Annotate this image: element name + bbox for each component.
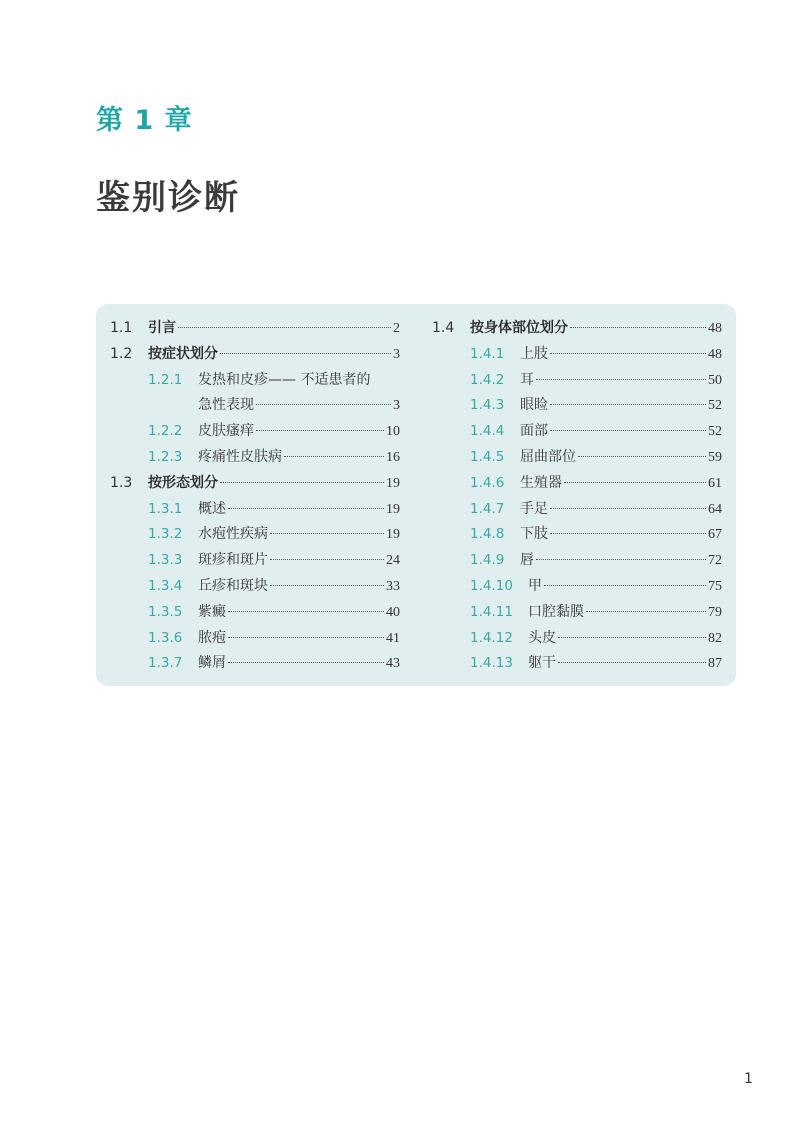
toc-entry-number: 1.2.1 bbox=[148, 371, 183, 388]
toc-entry[interactable] bbox=[432, 651, 722, 677]
toc-leader-dots bbox=[586, 611, 706, 612]
toc-entry-title: 疼痛性皮肤病 bbox=[198, 448, 282, 465]
toc-entry-page: 75 bbox=[708, 578, 722, 594]
toc-entry-number: 1.4.7 bbox=[470, 500, 505, 517]
toc-entry-number: 1.4.1 bbox=[470, 345, 505, 362]
toc-entry-page: 2 bbox=[393, 321, 400, 336]
toc-entry-page: 50 bbox=[708, 372, 722, 388]
toc-leader-dots bbox=[256, 430, 384, 431]
toc-entry-page: 72 bbox=[708, 553, 722, 569]
toc-entry-page: 52 bbox=[708, 398, 722, 414]
toc-leader-dots bbox=[536, 379, 706, 380]
toc-entry-title: 耳 bbox=[520, 371, 534, 388]
toc-entry[interactable] bbox=[110, 445, 400, 471]
toc-entry-number: 1.3.6 bbox=[148, 629, 183, 646]
toc-entry-title: 急性表现 bbox=[198, 397, 254, 414]
toc-entry-title: 发热和皮疹—— 不适患者的 bbox=[198, 371, 371, 388]
toc-entry-page: 24 bbox=[386, 553, 400, 569]
toc-entry[interactable] bbox=[110, 651, 400, 677]
toc-entry[interactable] bbox=[432, 600, 722, 626]
toc-entry-number: 1.3.4 bbox=[148, 577, 183, 594]
toc-entry[interactable] bbox=[110, 522, 400, 548]
toc-leader-dots bbox=[570, 327, 706, 328]
toc-entry-page: 33 bbox=[386, 578, 400, 594]
toc-entry[interactable] bbox=[432, 419, 722, 445]
toc-leader-dots bbox=[564, 482, 706, 483]
toc-entry-number: 1.3.3 bbox=[148, 552, 183, 569]
toc-entry-number: 1.4.13 bbox=[470, 655, 513, 672]
toc-leader-dots bbox=[578, 456, 706, 457]
toc-entry[interactable] bbox=[110, 497, 400, 523]
toc-leader-dots bbox=[558, 662, 706, 663]
page-number: 1 bbox=[744, 1071, 753, 1087]
toc-entry[interactable] bbox=[432, 548, 722, 574]
toc-left-column bbox=[110, 316, 400, 677]
toc-entry-page: 59 bbox=[708, 449, 722, 465]
toc-entry-title: 按症状划分 bbox=[148, 345, 218, 362]
toc-entry[interactable] bbox=[110, 626, 400, 652]
toc-entry[interactable] bbox=[432, 445, 722, 471]
toc-leader-dots bbox=[270, 585, 384, 586]
toc-entry-title: 鳞屑 bbox=[198, 655, 226, 672]
toc-entry[interactable] bbox=[432, 522, 722, 548]
toc-entry-number: 1.4.8 bbox=[470, 526, 505, 543]
toc-entry[interactable] bbox=[432, 342, 722, 368]
toc-entry-title: 紫癜 bbox=[198, 603, 226, 620]
toc-entry[interactable] bbox=[110, 600, 400, 626]
toc-leader-dots bbox=[558, 637, 706, 638]
toc-entry-number: 1.3.5 bbox=[148, 603, 183, 620]
toc-entry-number: 1.3.2 bbox=[148, 526, 183, 543]
toc-leader-dots bbox=[220, 482, 384, 483]
toc-leader-dots bbox=[284, 456, 384, 457]
toc-entry[interactable] bbox=[432, 368, 722, 394]
toc-entry-page: 41 bbox=[386, 630, 400, 646]
toc-leader-dots bbox=[228, 662, 384, 663]
toc-entry-title: 按身体部位划分 bbox=[470, 320, 568, 336]
toc-entry-page: 40 bbox=[386, 604, 400, 620]
toc-entry-number: 1.4.2 bbox=[470, 371, 505, 388]
toc-entry-number: 1.2.3 bbox=[148, 448, 183, 465]
toc-leader-dots bbox=[228, 508, 384, 509]
chapter-label: 第 1 章 bbox=[96, 105, 193, 136]
toc-entry-title: 面部 bbox=[520, 423, 548, 440]
toc-entry[interactable] bbox=[432, 574, 722, 600]
toc-leader-dots bbox=[536, 559, 706, 560]
toc-entry-title: 概述 bbox=[198, 500, 226, 517]
toc-entry-page: 87 bbox=[708, 656, 722, 672]
toc-right-column bbox=[432, 316, 722, 677]
toc-entry-page: 3 bbox=[393, 398, 400, 414]
toc-leader-dots bbox=[228, 637, 384, 638]
chapter-title: 鉴别诊断 bbox=[96, 178, 240, 218]
toc-entry-number: 1.2.2 bbox=[148, 423, 183, 440]
toc-entry-number: 1.3.7 bbox=[148, 655, 183, 672]
toc-leader-dots bbox=[220, 353, 391, 354]
toc-entry[interactable] bbox=[432, 626, 722, 652]
toc-entry-number: 1.4 bbox=[432, 320, 455, 336]
toc-entry-title: 屈曲部位 bbox=[520, 448, 576, 465]
toc-entry[interactable] bbox=[432, 393, 722, 419]
toc-entry[interactable] bbox=[110, 574, 400, 600]
toc-entry[interactable] bbox=[110, 548, 400, 574]
toc-entry-page: 16 bbox=[386, 449, 400, 465]
toc-entry-number: 1.4.6 bbox=[470, 474, 505, 491]
toc-entry[interactable] bbox=[110, 393, 400, 419]
toc-entry-title: 丘疹和斑块 bbox=[198, 577, 268, 594]
table-of-contents bbox=[96, 304, 736, 686]
toc-entry-title: 生殖器 bbox=[520, 474, 562, 491]
toc-leader-dots bbox=[550, 404, 706, 405]
toc-entry-page: 43 bbox=[386, 656, 400, 672]
toc-entry-title: 口腔黏膜 bbox=[528, 603, 584, 620]
toc-leader-dots bbox=[270, 559, 384, 560]
toc-entry-number: 1.3.1 bbox=[148, 500, 183, 517]
toc-leader-dots bbox=[550, 533, 706, 534]
toc-entry-number: 1.4.11 bbox=[470, 603, 513, 620]
toc-entry-page: 82 bbox=[708, 630, 722, 646]
toc-entry[interactable] bbox=[110, 368, 400, 394]
toc-entry-title: 水疱性疾病 bbox=[198, 526, 268, 543]
toc-entry-page: 61 bbox=[708, 475, 722, 491]
toc-entry-title: 按形态划分 bbox=[148, 474, 218, 491]
toc-entry[interactable] bbox=[110, 419, 400, 445]
toc-leader-dots bbox=[550, 353, 706, 354]
toc-entry-title: 斑疹和斑片 bbox=[198, 552, 268, 569]
toc-leader-dots bbox=[228, 611, 384, 612]
toc-entry-page: 10 bbox=[386, 424, 400, 440]
toc-entry-page: 19 bbox=[386, 501, 400, 517]
toc-entry-page: 52 bbox=[708, 424, 722, 440]
toc-entry[interactable] bbox=[110, 471, 400, 497]
toc-entry-title: 引言 bbox=[148, 320, 176, 336]
toc-entry-page: 19 bbox=[386, 527, 400, 543]
toc-entry-page: 19 bbox=[386, 475, 400, 491]
toc-leader-dots bbox=[550, 508, 706, 509]
toc-leader-dots bbox=[544, 585, 706, 586]
toc-entry[interactable] bbox=[432, 316, 722, 342]
toc-entry-number: 1.2 bbox=[110, 345, 133, 362]
toc-entry-title: 躯干 bbox=[528, 655, 556, 672]
toc-entry-title: 脓疱 bbox=[198, 629, 226, 646]
toc-entry-number: 1.3 bbox=[110, 474, 133, 491]
toc-entry-title: 唇 bbox=[520, 552, 534, 569]
toc-entry-title: 上肢 bbox=[520, 345, 548, 362]
toc-entry[interactable] bbox=[432, 471, 722, 497]
toc-entry-title: 皮肤瘙痒 bbox=[198, 423, 254, 440]
toc-entry-number: 1.4.4 bbox=[470, 423, 505, 440]
toc-entry-number: 1.4.12 bbox=[470, 629, 513, 646]
toc-leader-dots bbox=[270, 533, 384, 534]
toc-entry-page: 48 bbox=[708, 346, 722, 362]
toc-leader-dots bbox=[256, 404, 391, 405]
toc-entry-title: 眼睑 bbox=[520, 397, 548, 414]
toc-entry[interactable] bbox=[110, 316, 400, 342]
toc-entry-title: 头皮 bbox=[528, 629, 556, 646]
toc-entry-page: 3 bbox=[393, 346, 400, 362]
toc-leader-dots bbox=[178, 327, 391, 328]
toc-entry-number: 1.4.10 bbox=[470, 577, 513, 594]
toc-entry-page: 67 bbox=[708, 527, 722, 543]
toc-entry[interactable] bbox=[110, 342, 400, 368]
toc-entry-page: 48 bbox=[708, 321, 722, 336]
toc-entry-page: 79 bbox=[708, 604, 722, 620]
toc-entry-number: 1.4.9 bbox=[470, 552, 505, 569]
toc-entry-title: 下肢 bbox=[520, 526, 548, 543]
toc-leader-dots bbox=[550, 430, 706, 431]
toc-entry[interactable] bbox=[432, 497, 722, 523]
toc-entry-page: 64 bbox=[708, 501, 722, 517]
toc-entry-number: 1.4.3 bbox=[470, 397, 505, 414]
toc-entry-number: 1.4.5 bbox=[470, 448, 505, 465]
toc-entry-title: 甲 bbox=[528, 577, 542, 594]
toc-entry-number: 1.1 bbox=[110, 320, 133, 336]
toc-entry-title: 手足 bbox=[520, 500, 548, 517]
